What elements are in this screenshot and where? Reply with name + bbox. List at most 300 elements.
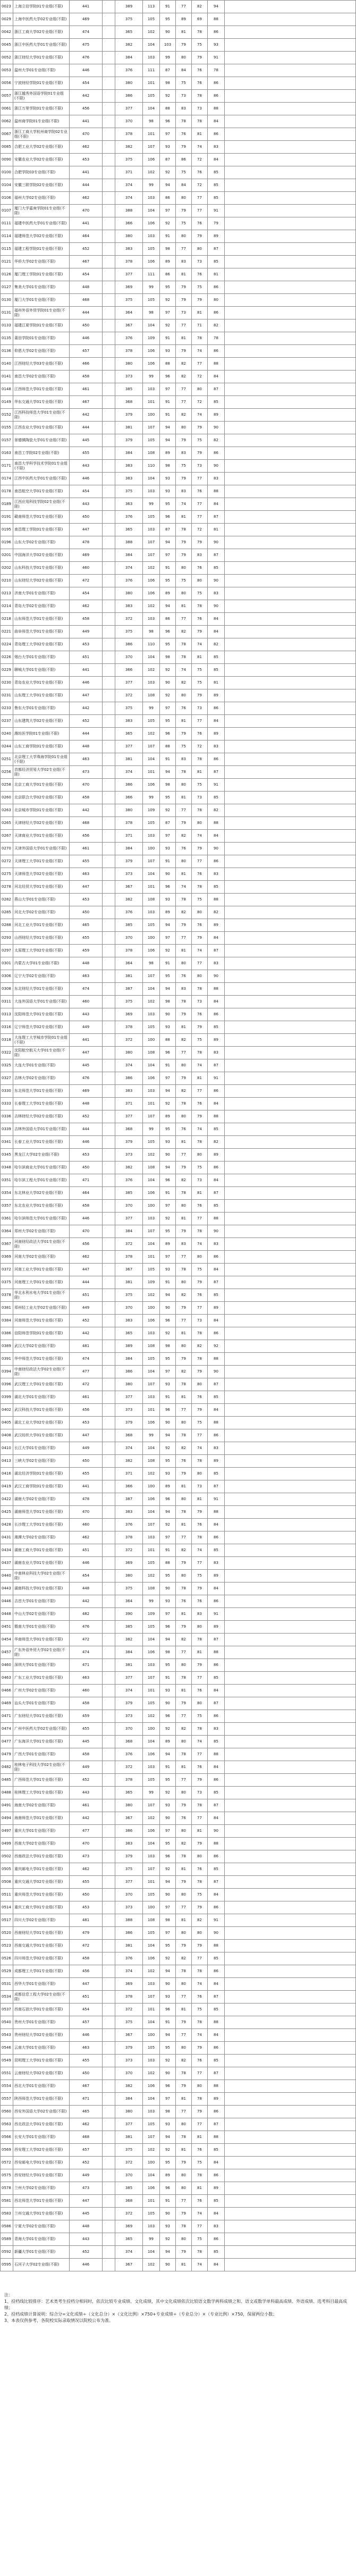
chinese-score-cell: 104 <box>143 2016 160 2029</box>
empty-cell-cell <box>103 2157 115 2169</box>
table-row <box>1 2016 356 2029</box>
group-name-cell: 长江大学01专业组(不限) <box>13 1442 70 1455</box>
elective-score-2-cell: 89 <box>208 230 225 243</box>
elective-score-2-cell: 83 <box>208 1047 225 1059</box>
group-code-cell: 0569 <box>1 2144 13 2157</box>
elective-score-1-cell: 79 <box>192 422 208 434</box>
chinese-score-cell: 101 <box>143 1251 160 1264</box>
elective-score-2-cell: 87 <box>208 2118 225 2131</box>
group-code-cell: 0443 <box>1 1582 13 1595</box>
group-code-cell: 0152 <box>1 409 13 422</box>
table-row <box>1 1838 356 1850</box>
chinese-score-cell: 102 <box>143 166 160 179</box>
chinese-score-cell: 106 <box>143 587 160 600</box>
trailing-empty-cell <box>225 1736 356 1748</box>
table-row <box>1 1978 356 1991</box>
empty-cell-cell <box>103 2220 115 2233</box>
english-score-cell: 82 <box>176 1723 192 1736</box>
empty-cell-cell <box>103 1876 115 1889</box>
culture-score-cell: 373 <box>115 1901 143 1914</box>
english-score-cell: 78 <box>176 1672 192 1685</box>
table-row <box>1 792 356 804</box>
trailing-empty-cell <box>225 1544 356 1557</box>
table-row <box>1 205 356 217</box>
elective-score-2-cell: 84 <box>208 1812 225 1825</box>
culture-score-cell: 374 <box>115 766 143 779</box>
group-code-cell: 0469 <box>1 1697 13 1710</box>
table-row <box>1 1404 356 1417</box>
table-row <box>1 2118 356 2131</box>
table-row <box>1 881 356 894</box>
english-score-cell: 75 <box>176 217 192 230</box>
trailing-empty-cell <box>225 268 356 281</box>
admission-score-cell: 477 <box>70 1825 103 1838</box>
table-row <box>1 1493 356 1506</box>
empty-cell-cell <box>103 103 115 115</box>
math-score-cell: 93 <box>160 894 176 906</box>
group-code-cell: 0592 <box>1 2246 13 2259</box>
elective-score-2-cell: 84 <box>208 2157 225 2169</box>
math-score-cell: 94 <box>160 1876 176 1889</box>
group-name-cell: 西南政法大学01专业组(不限) <box>13 1850 70 1863</box>
english-score-cell: 81 <box>176 332 192 345</box>
group-name-cell: 浙江工商大学杭州商学院02专业组(不限) <box>13 128 70 141</box>
elective-score-2-cell: 88 <box>208 485 225 498</box>
table-row <box>1 1417 356 1429</box>
empty-cell-cell <box>103 753 115 766</box>
trailing-empty-cell <box>225 1072 356 1085</box>
english-score-cell: 77 <box>176 1047 192 1059</box>
elective-score-2-cell: 87 <box>208 945 225 957</box>
trailing-empty-cell <box>225 855 356 868</box>
empty-cell-cell <box>103 217 115 230</box>
elective-score-1-cell: 79 <box>192 1582 208 1595</box>
group-code-cell: 0053 <box>1 64 13 77</box>
table-row <box>1 894 356 906</box>
elective-score-2-cell: 91 <box>208 52 225 64</box>
elective-score-1-cell: 79 <box>192 1366 208 1378</box>
group-name-cell: 江西应用科技学院02专业组(不限) <box>13 498 70 511</box>
elective-score-2-cell: 86 <box>208 26 225 39</box>
group-name-cell: 石河子大学02专业组(不限) <box>13 2259 70 2271</box>
admission-score-cell: 443 <box>70 498 103 511</box>
elective-score-1-cell: 78 <box>192 881 208 894</box>
chinese-score-cell: 108 <box>143 1455 160 1468</box>
group-code-cell: 0157 <box>1 434 13 447</box>
empty-cell-cell <box>103 2246 115 2259</box>
admission-score-cell: 449 <box>70 1302 103 1315</box>
elective-score-2-cell: 82 <box>208 804 225 817</box>
elective-score-1-cell: 74 <box>192 1238 208 1251</box>
group-name-cell: 河北大学02专业组(不限) <box>13 906 70 919</box>
empty-cell-cell <box>103 192 115 205</box>
chinese-score-cell: 106 <box>143 2080 160 2093</box>
group-code-cell: 0052 <box>1 52 13 64</box>
chinese-score-cell: 103 <box>143 1531 160 1544</box>
culture-score-cell: 366 <box>115 1480 143 1493</box>
elective-score-2-cell: 86 <box>208 1085 225 1098</box>
empty-cell-cell <box>103 536 115 549</box>
elective-score-1-cell: 80 <box>192 2080 208 2093</box>
admission-score-cell: 470 <box>70 1506 103 1519</box>
english-score-cell: 78 <box>176 2067 192 2080</box>
culture-score-cell: 372 <box>115 2003 143 2016</box>
elective-score-1-cell: 81 <box>192 2131 208 2144</box>
math-score-cell: 92 <box>160 217 176 230</box>
elective-score-1-cell: 74 <box>192 1736 208 1748</box>
chinese-score-cell: 107 <box>143 1799 160 1812</box>
group-name-cell: 广东外语外贸大学02专业组(不限) <box>13 1646 70 1659</box>
group-code-cell: 0061 <box>1 103 13 115</box>
trailing-empty-cell <box>225 2233 356 2246</box>
admission-score-cell: 468 <box>70 294 103 307</box>
culture-score-cell: 380 <box>115 804 143 817</box>
english-score-cell: 78 <box>176 1506 192 1519</box>
culture-score-cell: 366 <box>115 792 143 804</box>
math-score-cell: 91 <box>160 562 176 575</box>
culture-score-cell: 384 <box>115 1646 143 1659</box>
group-name-cell: 江西科技师范大学01专业组(不限) <box>13 409 70 422</box>
empty-cell-cell <box>103 651 115 664</box>
table-row <box>1 1072 356 1085</box>
group-code-cell: 0575 <box>1 2169 13 2182</box>
chinese-score-cell: 101 <box>143 1544 160 1557</box>
table-row <box>1 626 356 638</box>
group-code-cell: 0446 <box>1 1595 13 1608</box>
elective-score-2-cell: 85 <box>208 651 225 664</box>
group-name-cell: 集美大学01专业组(不限) <box>13 281 70 294</box>
trailing-empty-cell <box>225 473 356 485</box>
elective-score-2-cell: 85 <box>208 562 225 575</box>
math-score-cell: 96 <box>160 2003 176 2016</box>
group-name-cell: 北京理工大学珠海学院01专业组(不限) <box>13 753 70 766</box>
english-score-cell: 80 <box>176 2182 192 2195</box>
elective-score-2-cell: 89 <box>208 728 225 740</box>
trailing-empty-cell <box>225 383 356 396</box>
culture-score-cell: 382 <box>115 1455 143 1468</box>
chinese-score-cell: 103 <box>143 1391 160 1404</box>
english-score-cell: 77 <box>176 243 192 256</box>
trailing-empty-cell <box>225 64 356 77</box>
table-row <box>1 1506 356 1519</box>
table-row <box>1 906 356 919</box>
group-code-cell: 0237 <box>1 715 13 728</box>
elective-score-1-cell: 75 <box>192 677 208 689</box>
table-row <box>1 371 356 383</box>
math-score-cell: 92 <box>160 1863 176 1876</box>
chinese-score-cell: 104 <box>143 1238 160 1251</box>
admission-score-cell: 456 <box>70 830 103 843</box>
trailing-empty-cell <box>225 1646 356 1659</box>
elective-score-2-cell: 88 <box>208 2131 225 2144</box>
group-name-cell: 青海大学01专业组(不限) <box>13 2233 70 2246</box>
english-score-cell: 78 <box>176 2220 192 2233</box>
trailing-empty-cell <box>225 1710 356 1723</box>
elective-score-1-cell: 79 <box>192 1774 208 1787</box>
trailing-empty-cell <box>225 422 356 434</box>
group-code-cell: 0202 <box>1 562 13 575</box>
group-code-cell: 0104 <box>1 179 13 192</box>
math-score-cell: 93 <box>160 1685 176 1697</box>
english-score-cell: 79 <box>176 294 192 307</box>
admission-score-cell: 448 <box>70 740 103 753</box>
math-score-cell: 93 <box>160 1799 176 1812</box>
table-row <box>1 1213 356 1225</box>
trailing-empty-cell <box>225 115 356 128</box>
group-code-cell: 0488 <box>1 1787 13 1799</box>
admission-score-cell: 446 <box>70 1213 103 1225</box>
group-code-cell: 0572 <box>1 2157 13 2169</box>
group-name-cell: 广西师范大学01专业组(不限) <box>13 1774 70 1787</box>
empty-cell-cell <box>103 1238 115 1251</box>
group-code-cell: 0149 <box>1 396 13 409</box>
empty-cell-cell <box>103 1672 115 1685</box>
table-row <box>1 1187 356 1200</box>
group-code-cell: 0491 <box>1 1799 13 1812</box>
trailing-empty-cell <box>225 511 356 524</box>
group-name-cell: 浙江中医药大学01专业组(不限) <box>13 39 70 52</box>
trailing-empty-cell <box>225 600 356 613</box>
chinese-score-cell: 106 <box>143 154 160 166</box>
elective-score-1-cell: 78 <box>192 983 208 996</box>
english-score-cell: 81 <box>176 1914 192 1927</box>
group-name-cell: 西安邮电大学01专业组(不限) <box>13 2157 70 2169</box>
elective-score-2-cell: 89 <box>208 1034 225 1047</box>
english-score-cell: 74 <box>176 498 192 511</box>
math-score-cell: 97 <box>160 702 176 715</box>
chinese-score-cell: 103 <box>143 1213 160 1225</box>
admission-score-cell: 441 <box>70 1034 103 1047</box>
english-score-cell: 82 <box>176 1838 192 1850</box>
group-code-cell: 0502 <box>1 1850 13 1863</box>
math-score-cell: 103 <box>160 39 176 52</box>
chinese-score-cell: 107 <box>143 549 160 562</box>
admission-score-cell: 456 <box>70 103 103 115</box>
culture-score-cell: 372 <box>115 689 143 702</box>
group-name-cell: 上海立信学院01专业组(不限) <box>13 1 70 13</box>
trailing-empty-cell <box>225 179 356 192</box>
math-score-cell: 92 <box>160 1327 176 1340</box>
elective-score-2-cell: 87 <box>208 1276 225 1289</box>
group-name-cell: 江西农业大学01专业组(不限) <box>13 422 70 434</box>
empty-cell-cell <box>103 141 115 154</box>
table-row <box>1 1685 356 1697</box>
group-name-cell: 暨南大学01专业组(不限) <box>13 1621 70 1634</box>
chinese-score-cell: 106 <box>143 358 160 371</box>
table-row <box>1 1225 356 1238</box>
admission-score-cell: 448 <box>70 1098 103 1110</box>
group-code-cell: 0056 <box>1 77 13 90</box>
math-score-cell: 96 <box>160 1404 176 1417</box>
group-name-cell: 西北师范大学01专业组(不限) <box>13 2195 70 2208</box>
elective-score-2-cell: 86 <box>208 1251 225 1264</box>
english-score-cell: 80 <box>176 1889 192 1901</box>
math-score-cell: 91 <box>160 2195 176 2208</box>
group-name-cell: 福建江夏学院01专业组(不限) <box>13 319 70 332</box>
trailing-empty-cell <box>225 1493 356 1506</box>
group-code-cell: 0546 <box>1 2042 13 2055</box>
admission-score-cell: 451 <box>70 1544 103 1557</box>
english-score-cell: 82 <box>176 906 192 919</box>
group-name-cell: 大连理工大学城市学院01专业组(不限) <box>13 1034 70 1047</box>
trailing-empty-cell <box>225 1480 356 1493</box>
admission-score-cell: 474 <box>70 26 103 39</box>
elective-score-2-cell: 85 <box>208 256 225 268</box>
culture-score-cell: 380 <box>115 587 143 600</box>
culture-score-cell: 387 <box>115 983 143 996</box>
chinese-score-cell: 105 <box>143 715 160 728</box>
group-name-cell: 青岛理工大学02专业组(不限) <box>13 638 70 651</box>
admission-score-cell: 474 <box>70 983 103 996</box>
english-score-cell: 80 <box>176 2042 192 2055</box>
english-score-cell: 79 <box>176 2080 192 2093</box>
table-row <box>1 1123 356 1136</box>
english-score-cell: 80 <box>176 2169 192 2182</box>
trailing-empty-cell <box>225 1021 356 1034</box>
table-row <box>1 2144 356 2157</box>
math-score-cell: 92 <box>160 2144 176 2157</box>
empty-cell-cell <box>103 996 115 1008</box>
trailing-empty-cell <box>225 1289 356 1302</box>
empty-cell-cell <box>103 39 115 52</box>
admission-score-cell: 469 <box>70 549 103 562</box>
chinese-score-cell: 102 <box>143 2067 160 2080</box>
table-row <box>1 728 356 740</box>
math-score-cell: 94 <box>160 2131 176 2144</box>
group-name-cell: 安徽三联学院02专业组(不限) <box>13 179 70 192</box>
admission-score-cell: 462 <box>70 192 103 205</box>
elective-score-2-cell: 86 <box>208 1327 225 1340</box>
elective-score-1-cell: 80 <box>192 243 208 256</box>
empty-cell-cell <box>103 2182 115 2195</box>
english-score-cell: 77 <box>176 319 192 332</box>
trailing-empty-cell <box>225 613 356 626</box>
admission-score-cell: 456 <box>70 1404 103 1417</box>
elective-score-1-cell: 79 <box>192 536 208 549</box>
culture-score-cell: 378 <box>115 945 143 957</box>
admission-score-cell: 455 <box>70 447 103 460</box>
empty-cell-cell <box>103 957 115 970</box>
chinese-score-cell: 105 <box>143 1774 160 1787</box>
admission-score-cell: 468 <box>70 2131 103 2144</box>
trailing-empty-cell <box>225 217 356 230</box>
culture-score-cell: 381 <box>115 422 143 434</box>
elective-score-2-cell: 84 <box>208 1404 225 1417</box>
elective-score-1-cell: 76 <box>192 1200 208 1213</box>
empty-cell-cell <box>103 1685 115 1697</box>
english-score-cell: 78 <box>176 524 192 536</box>
elective-score-1-cell: 78 <box>192 115 208 128</box>
elective-score-2-cell: 86 <box>208 855 225 868</box>
empty-cell-cell <box>103 1774 115 1787</box>
admission-score-cell: 452 <box>70 1315 103 1327</box>
empty-cell-cell <box>103 281 115 294</box>
culture-score-cell: 387 <box>115 1493 143 1506</box>
empty-cell-cell <box>103 1340 115 1353</box>
elective-score-2-cell: 84 <box>208 1889 225 1901</box>
empty-cell-cell <box>103 740 115 753</box>
elective-score-2-cell: 82 <box>208 638 225 651</box>
trailing-empty-cell <box>225 1353 356 1366</box>
elective-score-1-cell: 79 <box>192 2042 208 2055</box>
culture-score-cell: 374 <box>115 1685 143 1697</box>
chinese-score-cell: 104 <box>143 753 160 766</box>
math-score-cell: 92 <box>160 1787 176 1799</box>
group-code-cell: 0214 <box>1 600 13 613</box>
group-name-cell: 武汉纺织大学01专业组(不限) <box>13 1429 70 1442</box>
math-score-cell: 93 <box>160 843 176 855</box>
trailing-empty-cell <box>225 536 356 549</box>
group-code-cell: 0531 <box>1 1978 13 1991</box>
table-row <box>1 511 356 524</box>
group-code-cell: 0440 <box>1 1570 13 1582</box>
elective-score-2-cell: 85 <box>208 1468 225 1480</box>
english-score-cell: 77 <box>176 2029 192 2042</box>
culture-score-cell: 377 <box>115 740 143 753</box>
english-score-cell: 80 <box>176 587 192 600</box>
empty-cell-cell <box>103 817 115 830</box>
elective-score-1-cell: 81 <box>192 1646 208 1659</box>
elective-score-1-cell: 78 <box>192 1965 208 1978</box>
elective-score-2-cell: 78 <box>208 332 225 345</box>
group-name-cell: 福建中医药大学01专业组(不限) <box>13 217 70 230</box>
english-score-cell: 79 <box>176 1876 192 1889</box>
group-code-cell: 0354 <box>1 1187 13 1200</box>
admission-score-cell: 459 <box>70 945 103 957</box>
english-score-cell: 77 <box>176 2106 192 2118</box>
group-name-cell: 华南师范大学01专业组(不限) <box>13 1634 70 1646</box>
english-score-cell: 79 <box>176 817 192 830</box>
english-score-cell: 81 <box>176 1761 192 1774</box>
group-code-cell: 0301 <box>1 957 13 970</box>
elective-score-2-cell: 86 <box>208 753 225 766</box>
empty-cell-cell <box>103 409 115 422</box>
elective-score-2-cell: 83 <box>208 1723 225 1736</box>
group-code-cell: 0155 <box>1 422 13 434</box>
admission-score-cell: 444 <box>70 1276 103 1289</box>
group-name-cell: 厦门理工学院01专业组(不限) <box>13 268 70 281</box>
chinese-score-cell: 105 <box>143 1136 160 1149</box>
admission-score-cell: 450 <box>70 511 103 524</box>
elective-score-1-cell: 76 <box>192 868 208 881</box>
table-row <box>1 740 356 753</box>
group-code-cell: 0114 <box>1 230 13 243</box>
admission-score-cell: 476 <box>70 1072 103 1085</box>
english-score-cell: 82 <box>176 2055 192 2067</box>
table-row <box>1 766 356 779</box>
chinese-score-cell: 105 <box>143 817 160 830</box>
culture-score-cell: 370 <box>115 1302 143 1315</box>
elective-score-2-cell: 84 <box>208 1978 225 1991</box>
table-row <box>1 919 356 932</box>
group-code-cell: 0378 <box>1 1289 13 1302</box>
math-score-cell: 95 <box>160 1570 176 1582</box>
group-code-cell: 0408 <box>1 1429 13 1442</box>
elective-score-1-cell: 74 <box>192 141 208 154</box>
group-code-cell: 0174 <box>1 473 13 485</box>
trailing-empty-cell <box>225 1531 356 1544</box>
table-row <box>1 932 356 945</box>
group-name-cell: 浙江财经大学01专业组(不限) <box>13 52 70 64</box>
group-name-cell: 大连外国语大学01专业组(不限) <box>13 996 70 1008</box>
empty-cell-cell <box>103 575 115 587</box>
elective-score-2-cell: 87 <box>208 1059 225 1072</box>
group-name-cell: 兰州大学02专业组(不限) <box>13 2182 70 2195</box>
culture-score-cell: 382 <box>115 894 143 906</box>
table-row <box>1 996 356 1008</box>
chinese-score-cell: 100 <box>143 932 160 945</box>
group-code-cell: 0471 <box>1 1710 13 1723</box>
